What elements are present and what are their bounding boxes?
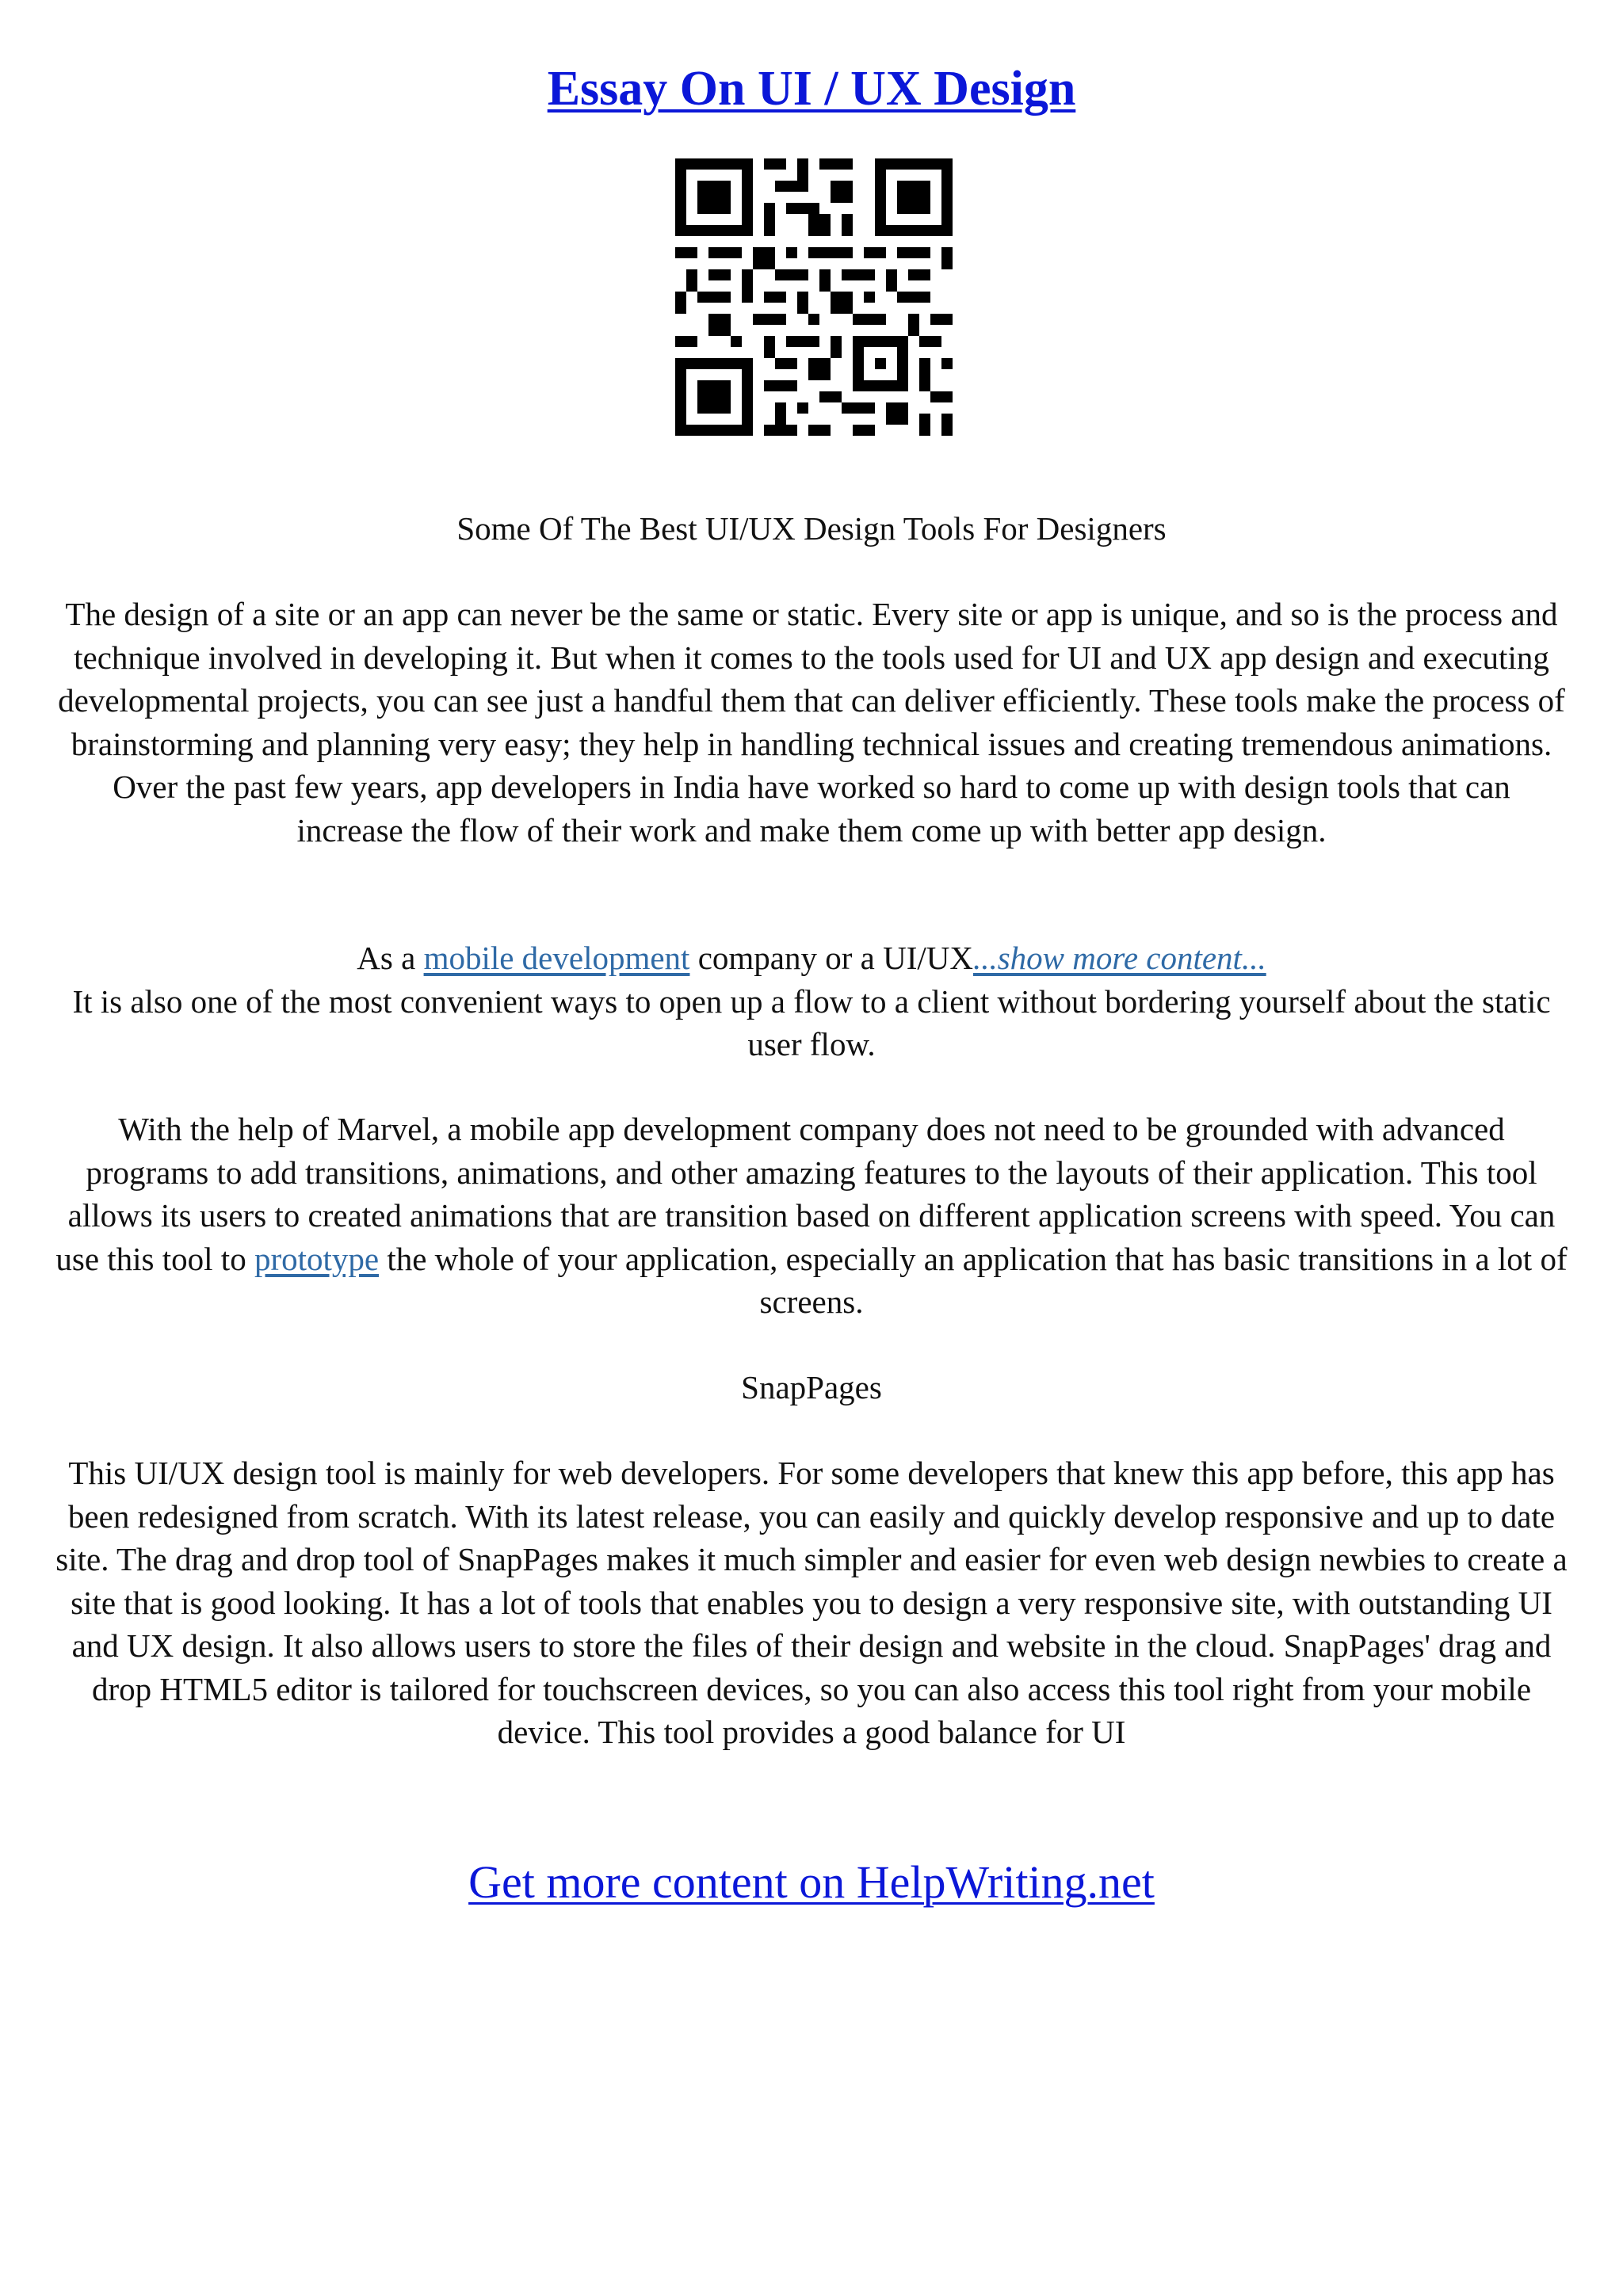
paragraph-snappages: This UI/UX design tool is mainly for web developers. For some developers that knew this app before, this app has been redesigned from scratch. With its latest release, you can easily and quickly develop responsive and up to date site. The drag and drop tool of SnapPages makes it much simpler and easier for even web design newbies to create a site that is good looking. It has a lot of tools that enables you to design a very responsive site, with outstanding UI and UX design. It also allows users to store the files of their design and website in the cloud. SnapPages' drag and drop HTML5 editor is tailored for touchscreen devices, so you can also access this tool right from your mobile device. This tool provides a good balance for UI (55, 1455, 1568, 1750)
footer (0, 1851, 1623, 1914)
page-title (0, 57, 1623, 120)
paragraph-rest: It is also one of the most convenient ways to open up a flow to a client without bordering yourself about the static user flow. (72, 982, 1551, 1062)
mobile-development-link[interactable]: mobile development (423, 940, 690, 976)
paragraph-mobile-development (55, 936, 1568, 1066)
title-link[interactable]: Essay On UI / UX Design (547, 62, 1076, 116)
get-more-content-link[interactable]: Get more content on HelpWriting.net (468, 1856, 1155, 1908)
prototype-link[interactable]: prototype (254, 1240, 380, 1277)
paragraph-intro: The design of a site or an app can never be the same or static. Every site or app is unique, and so is the process and technique involved in developing it. But when it comes to the tools used for UI and UX app design and executing developmental projects, you can see just a handful them that can deliver efficiently. These tools make the process of brainstorming and planning very easy; they help in handling technical issues and creating tremendous animations. Over the past few years, app developers in India have worked so hard to come up with design tools that can increase the flow of their work and make them come up with better app design. (58, 596, 1565, 849)
show-more-link[interactable]: ...show more content... (972, 940, 1266, 976)
paragraph-marvel (55, 1108, 1568, 1324)
paragraph-marvel-before: With the help of Marvel, a mobile app development company does not need to be grounded with advanced programs to add transitions, animations, and other amazing features to the layouts of their application. This tool allows its users to created animations that are transition based on different application screens with speed. You can use this tool to (55, 1111, 1556, 1277)
paragraph-middle: company or a UI/UX (689, 940, 973, 976)
paragraph-prefix: As a (357, 940, 424, 976)
section-heading-snappages: SnapPages (741, 1369, 882, 1405)
section-subtitle: Some Of The Best UI/UX Design Tools For Designers (456, 510, 1167, 547)
paragraph-marvel-after: the whole of your application, especially an application that has basic transitions in a lot of screens. (379, 1240, 1568, 1320)
qr-code-icon (675, 158, 953, 436)
